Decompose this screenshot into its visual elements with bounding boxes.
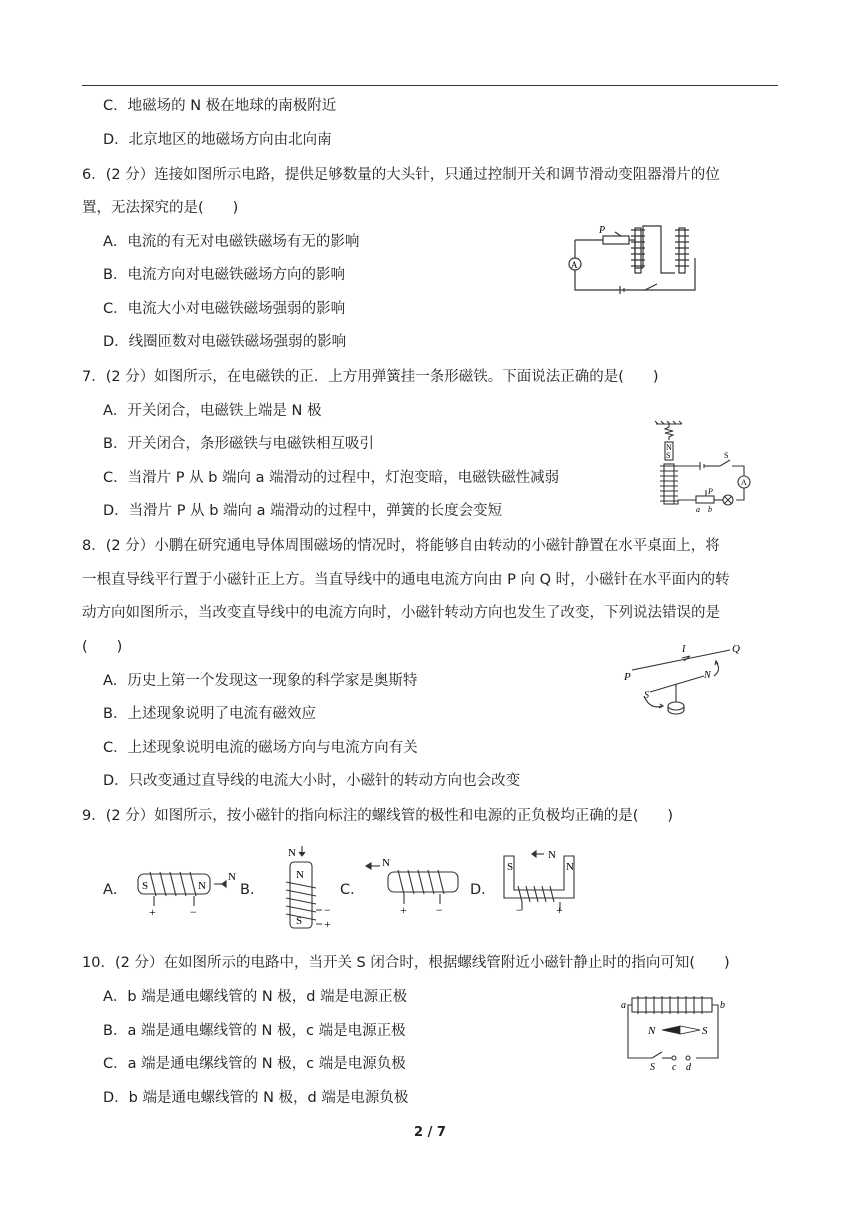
q10-fig-a-label: a bbox=[621, 1000, 626, 1011]
q7-fig-p-label: P bbox=[708, 487, 713, 496]
q10-fig-d-label: d bbox=[686, 1062, 691, 1072]
q9b-plus-label: + bbox=[324, 917, 331, 931]
q6-option-d: D．线圈匝数对电磁铁磁场强弱的影响 bbox=[103, 334, 347, 350]
q6-option-c: C．电流大小对电磁铁磁场强弱的影响 bbox=[103, 301, 346, 317]
q9d-needle-n-label: N bbox=[548, 849, 556, 861]
q8-wire-compass-figure bbox=[620, 640, 750, 720]
q9c-plus-label: + bbox=[400, 903, 407, 916]
q8-fig-q-label: Q bbox=[732, 643, 740, 655]
q6-stem-1: 6．(2 分）连接如图所示电路，提供足够数量的大头针，只通过控制开关和调节滑动变阻器滑片的位 bbox=[82, 167, 720, 183]
q9a-s-label: S bbox=[142, 880, 149, 892]
q9b-needle-n-label: N bbox=[288, 847, 296, 859]
q9d-plus-label: + bbox=[556, 903, 563, 916]
q10-option-c: C．a 端是通电缧线管的 N 极，c 端是电源负极 bbox=[103, 1056, 406, 1072]
q7-fig-ammeter-label: A bbox=[741, 478, 747, 487]
q8-stem-2: 一根直导线平行置于小磁针正上方。当直导线中的通电电流方向由 P 向 Q 时，小磁针在水平面内的转 bbox=[82, 572, 730, 588]
q6-stem-2: 置，无法探究的是( ) bbox=[82, 200, 239, 216]
q9-figure-b bbox=[272, 842, 336, 934]
q7-fig-s-label: S bbox=[666, 451, 671, 460]
q8-option-c: C．上述现象说明电流的磁场方向与电流方向有关 bbox=[103, 740, 418, 756]
q10-fig-n-label: N bbox=[648, 1025, 656, 1037]
q6-circuit-figure bbox=[565, 218, 705, 298]
page-number: 2 / 7 bbox=[414, 1125, 446, 1140]
q8-fig-p-label: P bbox=[624, 671, 631, 683]
q7-fig-n-label: N bbox=[666, 443, 672, 452]
q8-option-b: B．上述现象说明了电流有磁效应 bbox=[103, 706, 316, 722]
q8-option-a: A．历史上第一个发现这一现象的科学家是奥斯特 bbox=[103, 673, 418, 689]
q8-fig-current-label: I bbox=[682, 644, 686, 655]
q6-option-a: A．电流的有无对电磁铁磁场有无的影响 bbox=[103, 234, 360, 250]
q8-stem-4: ( ) bbox=[82, 639, 123, 655]
q7-option-c: C．当滑片 P 从 b 端向 a 端滑动的过程中，灯泡变暗，电磁铁磁性减弱 bbox=[103, 470, 560, 486]
q7-fig-switch-label: S bbox=[724, 451, 729, 460]
q9-option-d: D． bbox=[470, 882, 496, 898]
q9d-n-label: N bbox=[566, 861, 574, 873]
q7-fig-b-label: b bbox=[708, 505, 712, 514]
q9d-minus-label: − bbox=[516, 903, 523, 916]
q9-stem-1: 9．(2 分）如图所示，按小磁针的指向标注的螺线管的极性和电源的正负极均正确的是( ) bbox=[82, 808, 674, 824]
q10-option-a: A．b 端是通电螺线管的 N 极，d 端是电源正极 bbox=[103, 989, 408, 1005]
q9-figure-a bbox=[128, 864, 240, 918]
q9b-minus-label: − bbox=[324, 903, 331, 917]
q9-figure-c bbox=[362, 856, 462, 916]
q10-option-b: B．a 端是通电螺线管的 N 极，c 端是电源正极 bbox=[103, 1023, 406, 1039]
q10-stem-1: 10．(2 分）在如图所示的电路中，当开关 S 闭合时，根据螺线管附近小磁针静止时的指向可知( ) bbox=[82, 955, 730, 971]
q8-stem-1: 8．(2 分）小鹏在研究通电导体周围磁场的情况时，将能够自由转动的小磁针静置在水平桌面上，将 bbox=[82, 538, 720, 554]
q7-option-d: D．当滑片 P 从 b 端向 a 端滑动的过程中，弹簧的长度会变短 bbox=[103, 503, 503, 519]
q5-option-d: D．北京地区的地磁场方向由北向南 bbox=[103, 132, 332, 148]
q9c-needle-n-label: N bbox=[382, 857, 390, 869]
q9b-s-label: S bbox=[296, 915, 303, 927]
q6-fig-p-label: P bbox=[599, 225, 606, 236]
q8-fig-s-label: S bbox=[644, 690, 649, 701]
q9-option-b: B． bbox=[240, 882, 265, 898]
q8-fig-n-label: N bbox=[704, 670, 711, 681]
header-rule bbox=[82, 85, 778, 86]
q9-option-a: A． bbox=[103, 882, 128, 898]
q10-option-d: D．b 端是通电螺线管的 N 极，d 端是电源负极 bbox=[103, 1090, 409, 1106]
q9-figure-d bbox=[494, 846, 584, 916]
q9a-plus-label: + bbox=[149, 905, 156, 918]
q7-option-a: A．开关闭合，电磁铁上端是 N 极 bbox=[103, 403, 322, 419]
q10-circuit-figure bbox=[618, 992, 728, 1072]
q7-circuit-figure bbox=[652, 420, 752, 520]
q7-stem-1: 7．(2 分）如图所示，在电磁铁的正．上方用弹簧挂一条形磁铁。下面说法正确的是( ) bbox=[82, 369, 659, 385]
q7-option-b: B．开关闭合，条形磁铁与电磁铁相互吸引 bbox=[103, 436, 374, 452]
q10-fig-c-label: c bbox=[672, 1062, 677, 1072]
q10-fig-b-label: b bbox=[720, 1000, 725, 1011]
q9d-s-label: S bbox=[507, 861, 514, 873]
q8-option-d: D．只改变通过直导线的电流大小时，小磁针的转动方向也会改变 bbox=[103, 773, 521, 789]
q6-fig-ammeter-label: A bbox=[571, 260, 578, 270]
q9a-n-label: N bbox=[198, 880, 206, 892]
q9-option-c: C． bbox=[340, 882, 365, 898]
q10-fig-switch-label: S bbox=[650, 1062, 655, 1072]
q5-option-c: C．地磁场的 N 极在地球的南极附近 bbox=[103, 98, 337, 114]
q8-stem-3: 动方向如图所示，当改变直导线中的电流方向时，小磁针转动方向也发生了改变，下列说法错误的是 bbox=[82, 605, 720, 621]
q6-option-b: B．电流方向对电磁铁磁场方向的影响 bbox=[103, 267, 345, 283]
q10-fig-s-label: S bbox=[702, 1025, 708, 1037]
q9c-minus-label: − bbox=[436, 903, 443, 916]
q9a-minus-label: − bbox=[190, 905, 197, 918]
q9a-needle-n-label: N bbox=[228, 871, 236, 883]
q9b-n-label: N bbox=[296, 869, 304, 881]
q7-fig-a-label: a bbox=[696, 505, 700, 514]
